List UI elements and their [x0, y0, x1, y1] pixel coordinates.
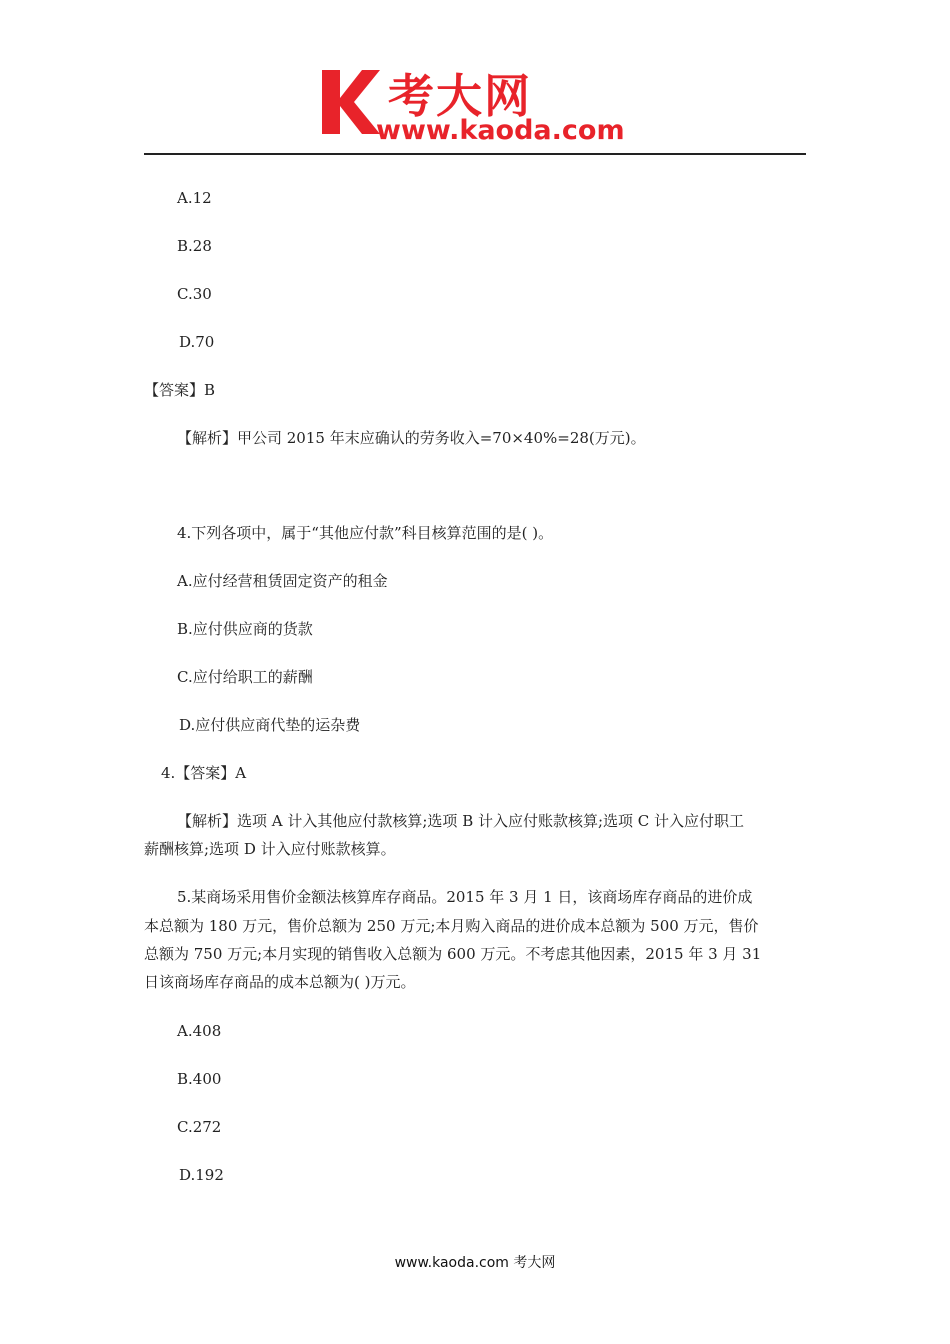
q4-option-c: C.应付给职工的薪酬 [177, 668, 313, 686]
k-logo-icon [318, 68, 382, 136]
q3-option-c: C.30 [177, 285, 212, 303]
q4-analysis-line-2: 薪酬核算;选项 D 计入应付账款核算。 [144, 840, 396, 858]
q4-option-a: A.应付经营租赁固定资产的租金 [177, 572, 388, 590]
footer-text: www.kaoda.com 考大网 [394, 1255, 556, 1271]
q3-answer: 【答案】B [144, 381, 216, 399]
q3-option-d: D.70 [179, 333, 215, 351]
q5-question-line-1: 5.某商场采用售价金额法核算库存商品。2015 年 3 月 1 日，该商场库存商品的进价成 [177, 888, 753, 906]
q5-question-line-3: 总额为 750 万元;本月实现的销售收入总额为 600 万元。不考虑其他因素，2015 年 3 月 31 [144, 945, 762, 963]
kaoda-logo [318, 66, 638, 146]
q3-analysis: 【解析】甲公司 2015 年末应确认的劳务收入=70×40%=28(万元)。 [177, 429, 646, 447]
q5-option-b: B.400 [177, 1070, 222, 1088]
q5-question-line-4: 日该商场库存商品的成本总额为( )万元。 [144, 973, 416, 991]
q4-option-d: D.应付供应商代垫的运杂费 [179, 716, 361, 734]
q4-option-b: B.应付供应商的货款 [177, 620, 313, 638]
header-divider [144, 153, 806, 155]
logo-brand-name: 考大网 [388, 69, 532, 123]
q5-option-c: C.272 [177, 1118, 222, 1136]
logo-url: www.kaoda.com [376, 115, 625, 146]
q3-option-b: B.28 [177, 237, 212, 255]
q4-analysis-line-1: 【解析】选项 A 计入其他应付款核算;选项 B 计入应付账款核算;选项 C 计入应付职工 [177, 812, 745, 830]
q5-option-d: D.192 [179, 1166, 224, 1184]
q5-question-line-2: 本总额为 180 万元，售价总额为 250 万元;本月购入商品的进价成本总额为 500 万元，售价 [144, 917, 759, 935]
q4-answer: 4.【答案】A [161, 764, 247, 782]
q4-question: 4.下列各项中，属于“其他应付款”科目核算范围的是( )。 [177, 524, 554, 542]
q5-option-a: A.408 [177, 1022, 222, 1040]
q3-option-a: A.12 [177, 189, 212, 207]
